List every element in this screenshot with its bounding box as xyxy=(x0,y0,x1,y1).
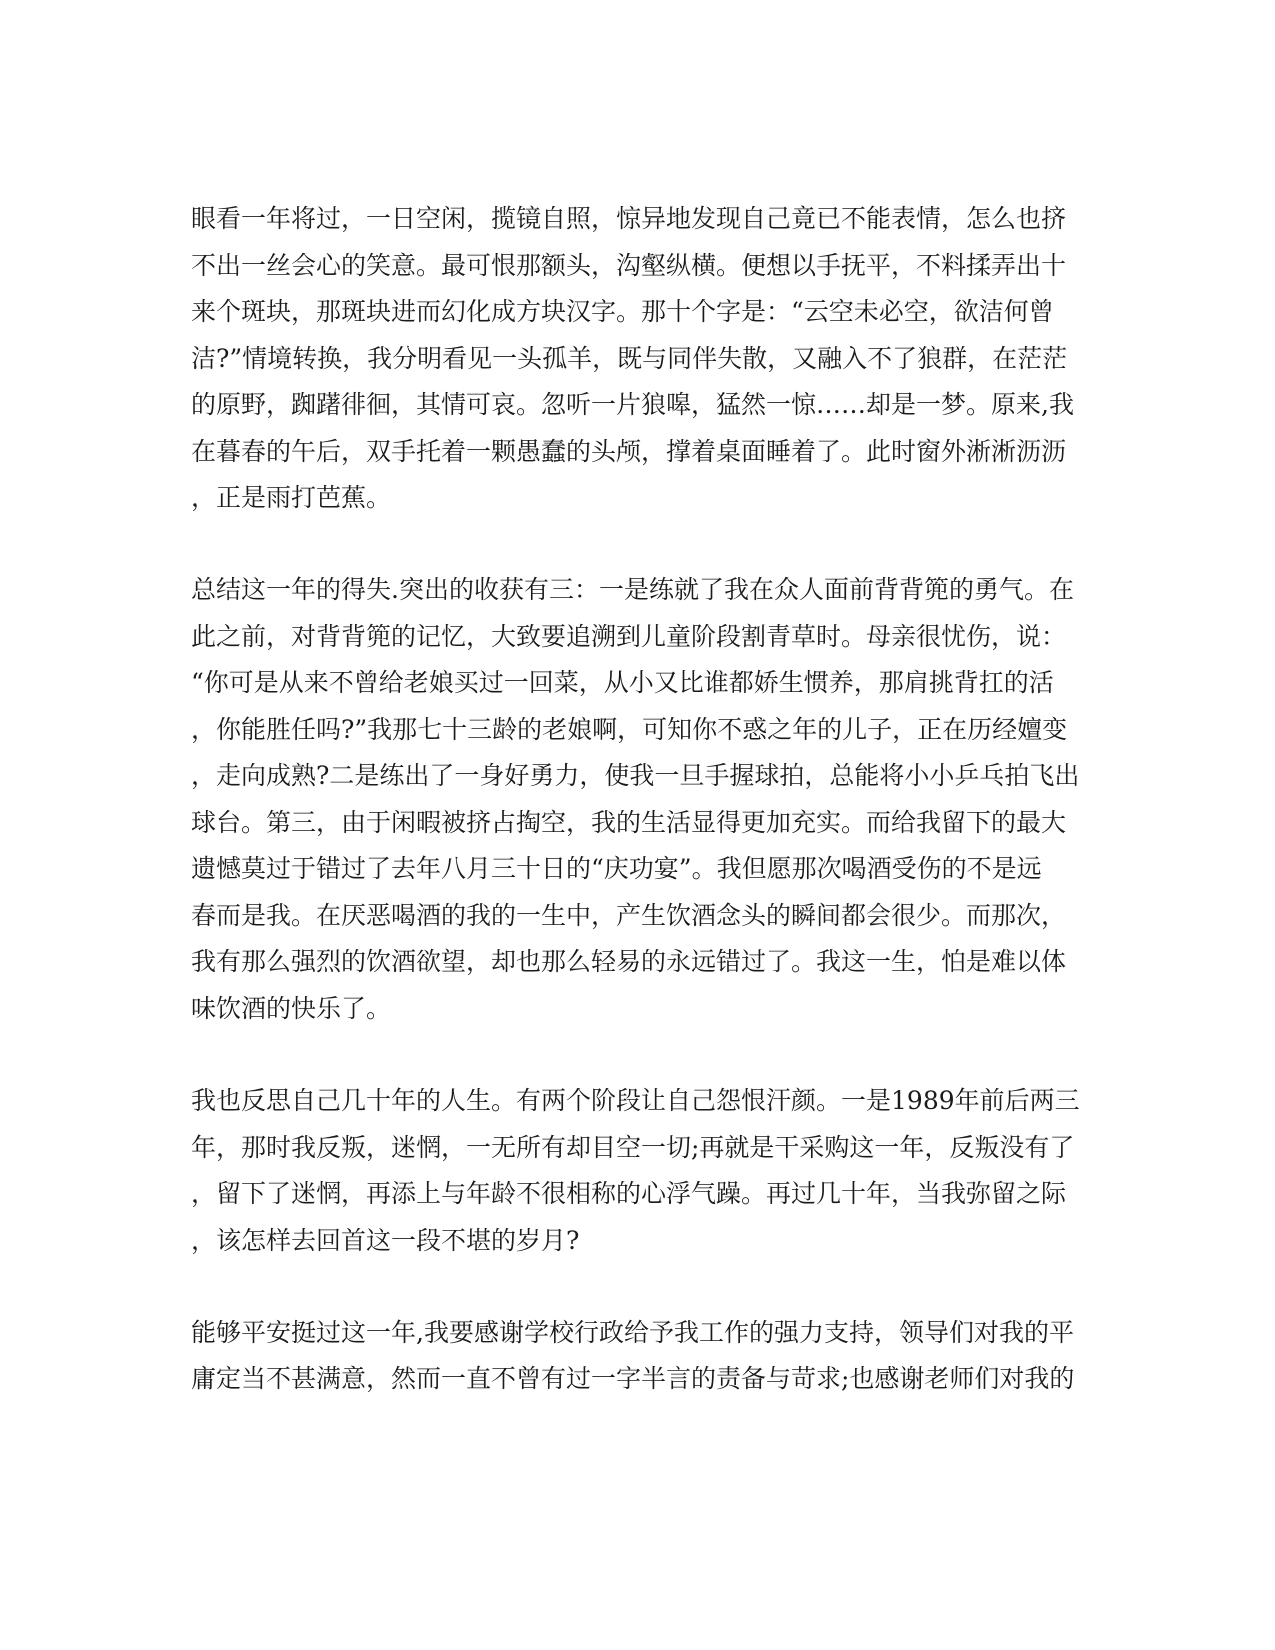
paragraph-1-line-6: 在暮春的午后，双手托着一颗愚蠢的头颅，撑着桌面睡着了。此时窗外淅淅沥沥 xyxy=(191,437,1067,466)
paragraph-2-line-9: 我有那么强烈的饮酒欲望，却也那么轻易的永远错过了。我这一生，怕是难以体 xyxy=(191,947,1067,976)
paragraph-2-line-6: 球台。第三，由于闲暇被挤占掏空，我的生活显得更加充实。而给我留下的最大 xyxy=(191,808,1067,837)
paragraph-3-line-3: ，留下了迷惘，再添上与年龄不很相称的心浮气躁。再过几十年，当我弥留之际 xyxy=(191,1179,1067,1208)
paragraph-3-line-1: 我也反思自己几十年的人生。有两个阶段让自己怨恨汗颜。一是1989年前后两三 xyxy=(191,1086,1080,1115)
paragraph-2-line-10: 味饮酒的快乐了。 xyxy=(191,994,392,1023)
paragraph-2-line-4: ，你能胜任吗?”我那七十三龄的老娘啊，可知你不惑之年的儿子，正在历经嬗变 xyxy=(191,715,1068,744)
paragraph-2-line-3: “你可是从来不曾给老娘买过一回菜，从小又比谁都娇生惯养，那肩挑背扛的活 xyxy=(191,668,1054,697)
paragraph-2-line-5: ，走向成熟?二是练出了一身好勇力，使我一旦手握球拍，总能将小小乒乓拍飞出 xyxy=(191,761,1080,790)
paragraph-1-line-4: 洁?”情境转换，我分明看见一头孤羊，既与同伴失散，又融入不了狼群，在茫茫 xyxy=(191,344,1068,373)
paragraph-2-line-2: 此之前，对背背篼的记忆，大致要追溯到儿童阶段割青草时。母亲很忧伤，说： xyxy=(191,622,1067,651)
paragraph-1-line-3: 来个斑块，那斑块进而幻化成方块汉字。那十个字是：“云空未必空，欲洁何曾 xyxy=(191,297,1054,326)
paragraph-1-line-7: ，正是雨打芭蕉。 xyxy=(191,483,392,512)
paragraph-2-line-7: 遗憾莫过于错过了去年八月三十日的“庆功宴”。我但愿那次喝酒受伤的不是远 xyxy=(191,854,1042,883)
paragraph-1-line-5: 的原野，踟躇徘徊，其情可哀。忽听一片狼嗥，猛然一惊……却是一梦。原来,我 xyxy=(191,390,1074,419)
paragraph-1-line-1: 眼看一年将过，一日空闲，揽镜自照，惊异地发现自己竟已不能表情，怎么也挤 xyxy=(191,204,1067,233)
paragraph-3-line-4: ，该怎样去回首这一段不堪的岁月? xyxy=(191,1226,580,1255)
paragraph-2-line-8: 春而是我。在厌恶喝酒的我的一生中，产生饮酒念头的瞬间都会很少。而那次， xyxy=(191,901,1067,930)
paragraph-2-line-1: 总结这一年的得失.突出的收获有三：一是练就了我在众人面前背背篼的勇气。在 xyxy=(191,575,1074,604)
paragraph-4-line-2: 庸定当不甚满意，然而一直不曾有过一字半言的责备与苛求;也感谢老师们对我的 xyxy=(191,1364,1075,1393)
paragraph-3-line-2: 年，那时我反叛，迷惘，一无所有却目空一切;再就是干采购这一年，反叛没有了 xyxy=(191,1133,1075,1162)
paragraph-1-line-2: 不出一丝会心的笑意。最可恨那额头，沟壑纵横。便想以手抚平，不料揉弄出十 xyxy=(191,251,1067,280)
paragraph-4-line-1: 能够平安挺过这一年,我要感谢学校行政给予我工作的强力支持，领导们对我的平 xyxy=(191,1318,1074,1347)
